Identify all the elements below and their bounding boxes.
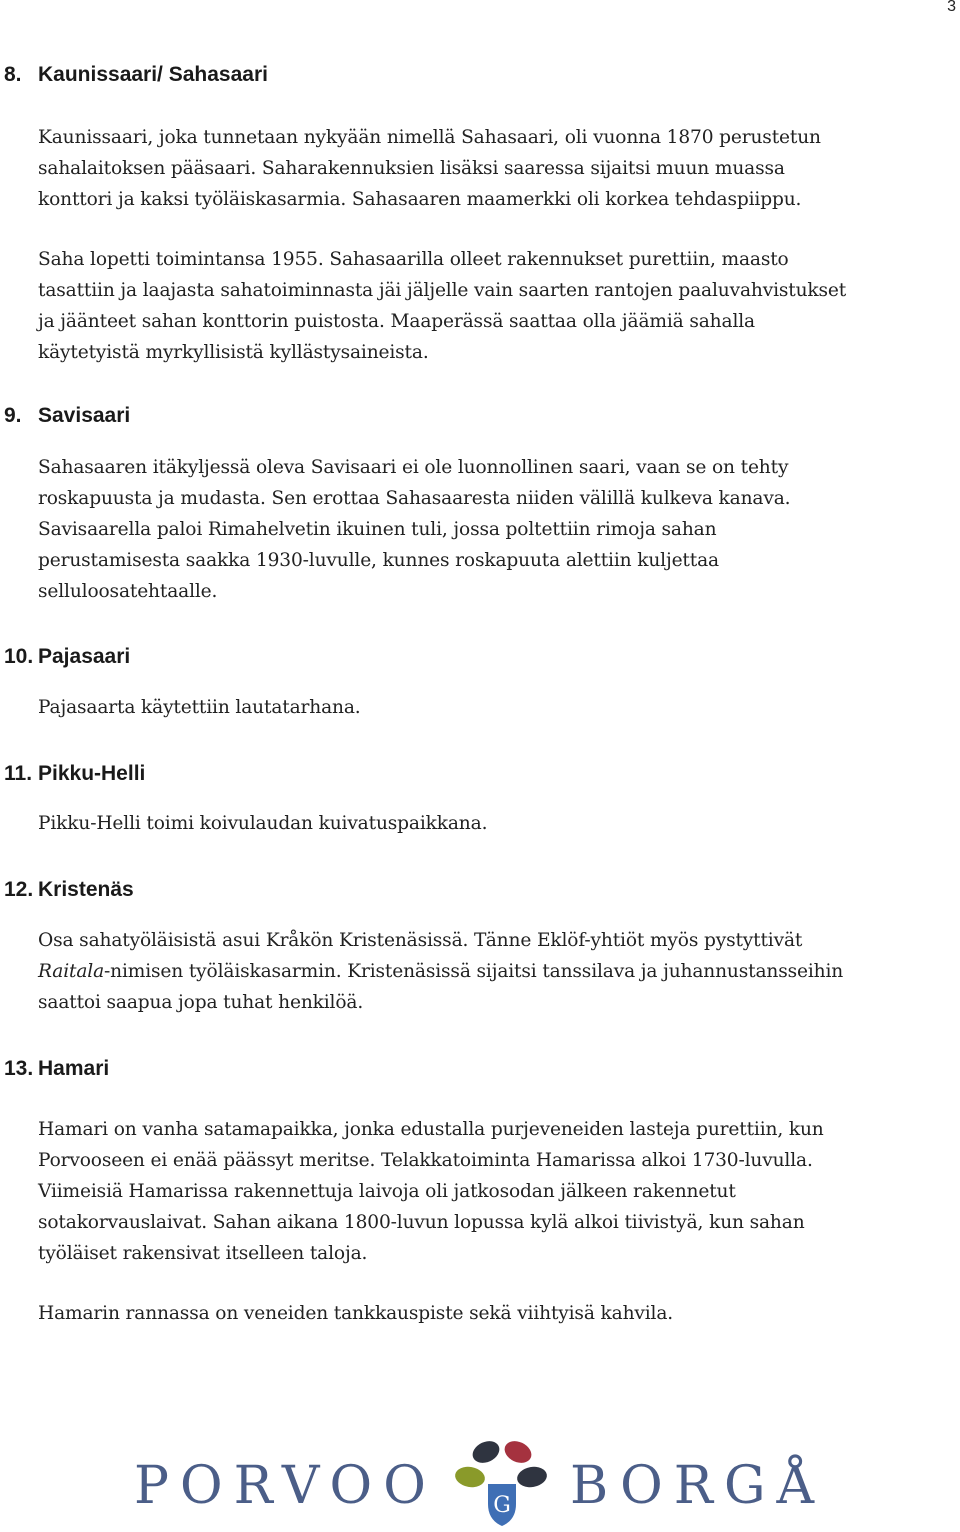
text-line: työläiset rakensivat itselleen taloja.	[38, 1243, 368, 1264]
text-line: Sahasaaren itäkyljessä oleva Savisaari ei ole luonnollinen saari, vaan se on tehty	[38, 457, 789, 478]
section-number: 10.	[4, 645, 34, 668]
paragraph	[38, 452, 960, 607]
text-line: Pajasaarta käytettiin lautatarhana.	[38, 697, 361, 718]
logo-word-borga: BORGÅ	[570, 1456, 826, 1516]
text-line: ja jäänteet sahan konttorin puistosta. Maaperässä saattaa olla jäämiä sahalla	[38, 311, 755, 332]
logo-word-porvoo: PORVOO	[134, 1456, 437, 1516]
section-title: Savisaari	[38, 404, 131, 427]
text-line: saattoi saapua jopa tuhat henkilöä.	[38, 992, 364, 1013]
section-number: 13.	[4, 1057, 34, 1080]
city-emblem-icon	[446, 1432, 556, 1532]
emblem-petal-red	[501, 1437, 535, 1467]
text-line: Osa sahatyöläisistä asui Kråkön Kristenäsissä. Tänne Eklöf-yhtiöt myös pystyttivät	[38, 930, 803, 951]
text-line: tasattiin ja laajasta sahatoiminnasta jäi jäljelle vain saarten rantojen paaluvahvistukset	[38, 280, 847, 301]
section-title: Pikku-Helli	[38, 762, 146, 785]
paragraph	[38, 122, 960, 215]
section-title: Kaunissaari/ Sahasaari	[38, 63, 268, 86]
paragraph	[38, 1298, 960, 1329]
text-line: selluloosatehtaalle.	[38, 581, 218, 602]
paragraph	[38, 692, 960, 723]
text-line: Hamari on vanha satamapaikka, jonka edustalla purjeveneiden lasteja purettiin, kun	[38, 1119, 824, 1140]
italic-name: Raitala	[38, 961, 104, 982]
paragraph	[38, 244, 960, 368]
text-line: sotakorvauslaivat. Sahan aikana 1800-luvun lopussa kylä alkoi tiivistyä, kun sahan	[38, 1212, 805, 1233]
section-title: Hamari	[38, 1057, 110, 1080]
paragraph	[38, 925, 960, 1018]
text-line: Pikku-Helli toimi koivulaudan kuivatuspaikkana.	[38, 813, 488, 834]
text-line: käytetyistä myrkyllisistä kyllästysaineista.	[38, 342, 429, 363]
emblem-petal-green	[453, 1465, 486, 1490]
text-line: Kaunissaari, joka tunnetaan nykyään nimellä Sahasaari, oli vuonna 1870 perustetun	[38, 127, 821, 148]
text-line: Hamarin rannassa on veneiden tankkauspiste sekä viihtyisä kahvila.	[38, 1303, 674, 1324]
section-title: Pajasaari	[38, 645, 131, 668]
text-line: perustamisesta saakka 1930-luvulle, kunnes roskapuuta alettiin kuljettaa	[38, 550, 719, 571]
text-line: konttori ja kaksi työläiskasarmia. Sahasaaren maamerkki oli korkea tehdaspiippu.	[38, 189, 802, 210]
section-number: 12.	[4, 878, 34, 901]
text-line: Viimeisiä Hamarissa rakennettuja laivoja oli jatkosodan jälkeen rakennetut	[38, 1181, 736, 1202]
text-line: Saha lopetti toimintansa 1955. Sahasaarilla olleet rakennukset purettiin, maasto	[38, 249, 789, 270]
text-line: sahalaitoksen pääsaari. Saharakennuksien lisäksi saaressa sijaitsi muun muassa	[38, 158, 785, 179]
section-number: 9.	[4, 404, 22, 427]
emblem-letter: G	[493, 1493, 511, 1518]
emblem-petal-dark	[515, 1465, 548, 1490]
paragraph	[38, 1114, 960, 1269]
section-number: 11.	[4, 762, 33, 785]
section-number: 8.	[4, 63, 22, 86]
porvoo-borga-logo	[134, 1432, 834, 1532]
text-line: roskapuusta ja mudasta. Sen erottaa Sahasaaresta niiden välillä kulkeva kanava.	[38, 488, 791, 509]
text-fragment: -nimisen työläiskasarmin. Kristenäsissä sijaitsi tanssilava ja juhannustansseihin	[104, 961, 844, 982]
emblem-petal-dark	[469, 1437, 503, 1467]
paragraph	[38, 808, 960, 839]
text-line: Savisaarella paloi Rimahelvetin ikuinen tuli, jossa poltettiin rimoja sahan	[38, 519, 717, 540]
text-line	[38, 956, 960, 987]
page-number: 3	[947, 0, 956, 15]
text-line: Porvooseen ei enää päässyt meritse. Telakkatoiminta Hamarissa alkoi 1730-luvulla.	[38, 1150, 813, 1171]
section-title: Kristenäs	[38, 878, 134, 901]
